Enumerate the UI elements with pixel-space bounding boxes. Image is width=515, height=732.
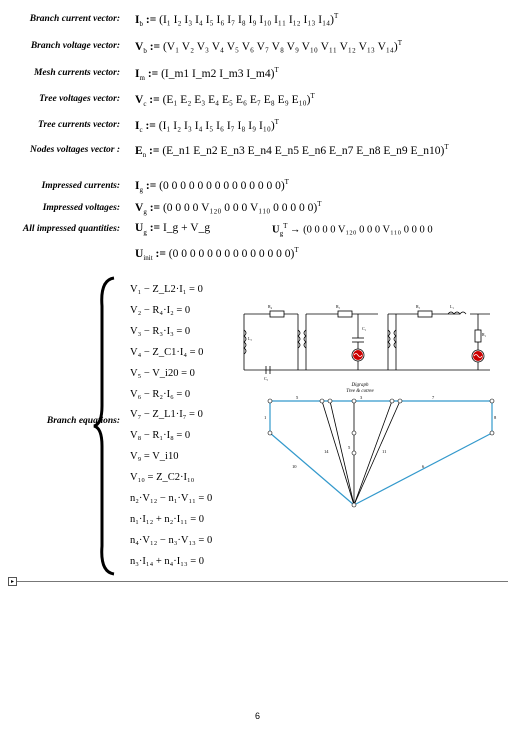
vector-Vg: $V_g$ := (0 0 0 0 V₁₂₀ 0 0 0 V₁₁₀ 0 0 0 0 0)$^T$: [135, 200, 322, 217]
vector-Vb: $V_b$ := (V₁ V₂ V₃ V₄ V₅ V₆ V₇ V₈ V₉ V₁₀ V₁₁ V₁₂ V₁₃ V₁₄)$^T$: [135, 39, 403, 56]
branch-equation: V₃ − R₃·I₃ = 0: [130, 325, 191, 337]
label-impressed-voltages: Impressed voltages:: [42, 203, 120, 213]
svg-text:1: 1: [264, 415, 267, 420]
svg-text:R₃: R₃: [336, 304, 341, 309]
branch-equation: V₄ − Z_C1·I₄ = 0: [130, 346, 204, 358]
branch-equation: V₂ − R₄·I₂ = 0: [130, 304, 191, 316]
label-branch-voltage: Branch voltage vector:: [30, 41, 120, 51]
collapse-arrow-icon[interactable]: ▸: [8, 577, 17, 586]
svg-text:C₁: C₁: [362, 326, 367, 331]
circuit-diagram: [238, 300, 498, 390]
svg-text:R₁: R₁: [482, 332, 487, 337]
digraph: [262, 393, 502, 515]
figure-caption: Digraph Tree & cotree: [346, 383, 374, 394]
page-number: 6: [254, 711, 260, 721]
label-tree-voltages: Tree voltages vector:: [39, 94, 120, 104]
vector-UgT: $U_g^T \to (0$ 0 0 0 V₁₂₀ 0 0 0 V₁₁₀ 0 0 0 0: [272, 222, 433, 238]
label-all-impressed: All impressed quantities:: [22, 224, 120, 234]
svg-text:14: 14: [324, 449, 329, 454]
region-divider: [8, 581, 508, 582]
vector-En: $E_n$ := (E_n1 E_n2 E_n3 E_n4 E_n5 E_n6 E_n7 E_n8 E_n9 E_n10)$^T$: [135, 143, 449, 160]
svg-text:C₂: C₂: [264, 376, 269, 381]
branch-equation: V₇ − Z_L1·I₇ = 0: [130, 409, 203, 421]
svg-text:L₂: L₂: [248, 336, 252, 341]
svg-text:5: 5: [296, 395, 299, 400]
label-impressed-currents: Impressed currents:: [41, 181, 120, 191]
branch-equation: V₆ − R₂·I₆ = 0: [130, 388, 191, 400]
svg-text:10: 10: [292, 464, 297, 469]
label-branch-equations: Branch equations:: [46, 416, 120, 426]
branch-equation: n₄·V₁₂ − n₃·V₁₃ = 0: [130, 534, 213, 546]
branch-equation: V₁ − Z_L2·I₁ = 0: [130, 284, 203, 295]
svg-text:6: 6: [422, 464, 425, 469]
svg-text:R₂: R₂: [416, 304, 421, 309]
vector-Ug: $U_g$ := I_g + V_g: [135, 222, 211, 237]
branch-equation: n₂·V₁₂ − n₁·V₁₁ = 0: [130, 493, 213, 504]
svg-text:5: 5: [348, 445, 351, 450]
branch-equation: V₉ = V_i10: [130, 451, 179, 463]
label-tree-currents: Tree currents vector:: [38, 120, 120, 130]
svg-text:7: 7: [432, 395, 435, 400]
branch-equation: n₁·I₁₂ + n₂·I₁₁ = 0: [130, 513, 205, 525]
label-nodes-voltages: Nodes voltages vector :: [30, 145, 120, 155]
branch-equation: V₁₀ = Z_C2·I₁₀: [130, 472, 195, 484]
svg-text:3: 3: [360, 395, 363, 400]
vector-Im: $I_m$ := (I_m1 I_m2 I_m3 I_m4)$^T$: [135, 66, 279, 83]
label-mesh-currents: Mesh currents vector:: [33, 68, 120, 78]
svg-text:11: 11: [382, 449, 387, 454]
vector-Ig: $I_g$ := (0 0 0 0 0 0 0 0 0 0 0 0 0 0)$^T$: [135, 178, 289, 195]
label-branch-current: Branch current vector:: [29, 14, 120, 24]
svg-text:L₁: L₁: [450, 304, 454, 309]
equations-brace: [90, 276, 120, 576]
vector-Ib: $I_b$ := (I₁ I₂ I₃ I₄ I₅ I₆ I₇ I₈ I₉ I₁₀ I₁₁ I₁₂ I₁₃ I₁₄)$^T$: [135, 12, 339, 29]
vector-Uinit: $U_{init}$ := (0 0 0 0 0 0 0 0 0 0 0 0 0 0)$^T$: [135, 246, 299, 263]
svg-text:R₄: R₄: [268, 304, 273, 309]
branch-equation: V₅ − V_i20 = 0: [130, 367, 195, 379]
branch-equation: V₈ − R₁·I₈ = 0: [130, 430, 191, 442]
vector-Vc: $V_c$ := (E₁ E₂ E₃ E₄ E₅ E₆ E₇ E₈ E₉ E₁₀)$^T$: [135, 92, 315, 109]
svg-text:8: 8: [494, 415, 497, 420]
branch-equation: n₃·I₁₄ + n₄·I₁₃ = 0: [130, 555, 205, 567]
vector-Ic: $I_c$ := (I₁ I₂ I₃ I₄ I₅ I₆ I₇ I₈ I₉ I₁₀)$^T$: [135, 118, 279, 135]
